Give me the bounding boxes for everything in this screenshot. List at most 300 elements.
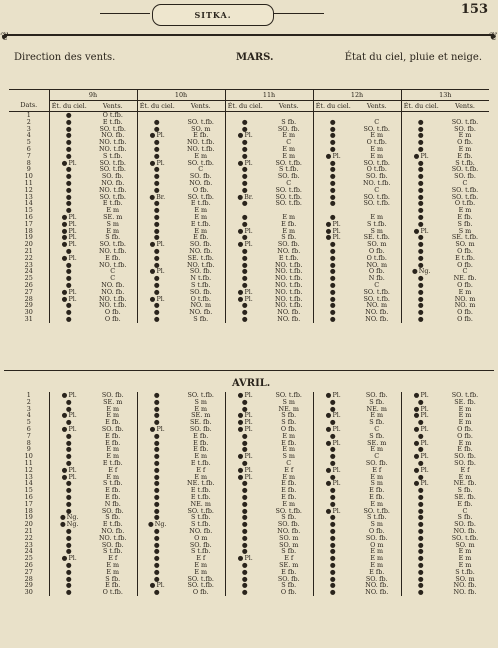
- wind-cell: S t.fb.: [103, 547, 123, 556]
- wind-cell: SO. t.fb.: [451, 391, 479, 399]
- wind-cell: SO. fb.: [101, 391, 124, 399]
- wind-cell: S t.fb.: [191, 280, 211, 289]
- dates-header-spacer: [9, 90, 49, 101]
- sky-state: ● Pl.: [150, 268, 165, 275]
- wind-cell: E m: [106, 206, 120, 215]
- day-number: 14: [24, 199, 33, 208]
- wind-cell: NO. t.fb.: [98, 533, 127, 542]
- day-number: 29: [24, 301, 33, 310]
- sky-state: ● Pl.: [414, 440, 429, 447]
- wind-cell: E fb.: [105, 486, 121, 495]
- day-number: 5: [26, 138, 31, 147]
- page-number: 153: [460, 2, 488, 17]
- wind-cell: S t.fb.: [455, 158, 475, 167]
- sky-state: ● Pl.: [326, 426, 341, 433]
- sky-header: Ét. du ciel.: [313, 101, 353, 112]
- tables-frame: [0, 30, 498, 648]
- avril-table: [9, 392, 489, 596]
- avril-table-body: [9, 392, 489, 596]
- wind-cell: O fb.: [368, 267, 385, 276]
- day-number: 6: [26, 424, 31, 433]
- wind-cell: E fb.: [105, 438, 121, 447]
- wind-cell: S fb.: [281, 418, 297, 427]
- day-number: 27: [24, 567, 33, 576]
- wind-cell: NO. fb.: [365, 581, 389, 590]
- day-number: 3: [26, 124, 31, 133]
- wind-cell: SO. fb.: [189, 240, 212, 249]
- wind-cell: E m: [106, 560, 120, 569]
- wind-cell: E fb.: [457, 212, 473, 221]
- sky-state: ● Pl.: [414, 467, 429, 474]
- wind-cell: S fb.: [281, 233, 297, 242]
- wind-cell: NO. fb.: [189, 246, 213, 255]
- wind-cell: NO. fb.: [277, 308, 301, 317]
- wind-cell: SO. t.fb.: [451, 185, 479, 194]
- wind-cell: E fb.: [457, 151, 473, 160]
- wind-cell: E t.fb.: [102, 458, 123, 467]
- wind-cell: E t.fb.: [102, 117, 123, 126]
- wind-cell: E m: [370, 472, 384, 481]
- wind-cell: SO. fb.: [189, 540, 212, 549]
- wind-cell: E m: [282, 151, 296, 160]
- sky-state: ● Pl.: [150, 241, 165, 248]
- wind-cell: E m: [458, 144, 472, 153]
- sky-header: Ét. du ciel.: [225, 101, 265, 112]
- table-row: [9, 119, 489, 126]
- sky-state: ● Pl.: [238, 467, 253, 474]
- wind-cell: O t.fb.: [190, 294, 211, 303]
- wind-cell: O fb.: [457, 280, 473, 289]
- sky-state: ● Pl.: [238, 555, 253, 562]
- day-number: 25: [24, 274, 33, 283]
- sky-state: ● Ng.: [148, 521, 166, 528]
- wind-cell: C: [462, 267, 468, 276]
- wind-cell: E m: [370, 554, 384, 563]
- sky-state: ● Pl.: [414, 392, 429, 399]
- wind-cell: O fb.: [457, 260, 473, 269]
- day-number: 22: [24, 253, 33, 262]
- wind-cell: S t.fb.: [103, 479, 123, 488]
- day-number: 10: [24, 172, 33, 181]
- wind-cell: S fb.: [281, 513, 297, 522]
- wind-cell: E m: [458, 131, 472, 140]
- wind-cell: O fb.: [457, 314, 473, 323]
- wind-cell: NO. fb.: [101, 280, 125, 289]
- table-row: [9, 535, 489, 542]
- wind-cell: E m: [194, 567, 208, 576]
- sky-cell: [225, 316, 265, 323]
- wind-cell: E f: [284, 465, 294, 474]
- sky-state: ● Ng.: [60, 514, 78, 521]
- wind-cell: S m: [282, 452, 295, 461]
- frame-ornament-left-icon: ❦: [0, 30, 10, 43]
- wind-cell: E fb.: [105, 431, 121, 440]
- day-number: 1: [26, 391, 31, 399]
- day-number: 26: [24, 560, 33, 569]
- day-number: 11: [24, 178, 33, 187]
- wind-cell: SO. t.fb.: [451, 192, 479, 201]
- wind-cell: S t.fb.: [191, 547, 211, 556]
- sky-state: ● Pl.: [62, 241, 77, 248]
- wind-cell: SO. fb.: [277, 124, 300, 133]
- wind-cell: E fb.: [105, 418, 121, 427]
- sky-state: ● Pl.: [150, 426, 165, 433]
- wind-cell: E t.fb.: [278, 253, 299, 262]
- wind-cell: SO. fb.: [454, 458, 476, 467]
- wind-cell: NO. m: [366, 260, 388, 269]
- wind-cell: E t.fb.: [190, 219, 211, 228]
- sky-state: [66, 316, 73, 323]
- sky-state: ● Br.: [149, 194, 165, 201]
- day-number: 17: [24, 499, 33, 508]
- sky-state: ● Pl.: [414, 480, 429, 487]
- wind-cell: NO. t.fb.: [274, 267, 303, 276]
- sky-header: Ét. du ciel.: [137, 101, 177, 112]
- day-number: 28: [24, 294, 33, 303]
- wind-cell: E m: [282, 445, 296, 454]
- wind-cell: S m: [106, 219, 119, 228]
- sky-state: ● Pl.: [238, 412, 253, 419]
- day-number: 19: [24, 513, 33, 522]
- wind-cell: S t.fb.: [191, 513, 211, 522]
- wind-cell: E f: [108, 465, 118, 474]
- wind-cell: SO. t.fb.: [451, 117, 479, 126]
- day-number: 23: [24, 260, 33, 269]
- wind-cell: NO. fb.: [365, 314, 389, 323]
- wind-cell: E m: [370, 445, 384, 454]
- table-row: [9, 316, 489, 323]
- wind-cell: E fb.: [193, 438, 209, 447]
- wind-cell: S fb.: [457, 486, 473, 495]
- wind-cell: S t.fb.: [103, 151, 123, 160]
- running-title: SITKA.: [152, 4, 274, 26]
- wind-cell: S t.fb.: [191, 520, 211, 529]
- wind-cell: NO. t.fb.: [274, 301, 303, 310]
- wind-cell: NO. t.fb.: [274, 287, 303, 296]
- day-number: 1: [26, 111, 31, 119]
- wind-cell: SO. t.fb.: [363, 124, 390, 133]
- wind-header: Vents.: [441, 101, 489, 112]
- wind-cell: SO. t.fb.: [99, 192, 126, 201]
- wind-cell: SO. fb.: [454, 520, 476, 529]
- sky-state: [330, 589, 337, 596]
- wind-cell: SO. t.fb.: [451, 533, 479, 542]
- wind-cell: SE. t.fb.: [363, 233, 390, 242]
- day-number: 22: [24, 533, 33, 542]
- table-row: [9, 268, 489, 275]
- wind-cell: NE. m: [278, 404, 299, 413]
- wind-cell: S fb.: [193, 314, 209, 323]
- sky-cell: [49, 316, 89, 323]
- wind-cell: SO. fb.: [189, 424, 212, 433]
- sky-state: ● Pl.: [238, 474, 253, 481]
- wind-cell: S fb.: [457, 513, 473, 522]
- wind-cell: S fb.: [105, 513, 121, 522]
- wind-cell: SO. fb.: [454, 124, 476, 133]
- sky-state: ● Pl.: [238, 296, 253, 303]
- wind-cell: E m: [370, 547, 384, 556]
- sky-cell: [137, 316, 177, 323]
- wind-cell: E f: [196, 554, 206, 563]
- table-row: [9, 275, 489, 282]
- sky-state: ● Pl.: [62, 474, 77, 481]
- mars-table: [9, 89, 489, 323]
- table-row: [9, 309, 489, 316]
- wind-cell: E fb.: [281, 567, 297, 576]
- wind-cell: E t.fb.: [102, 199, 123, 208]
- wind-cell: O fb.: [457, 431, 473, 440]
- wind-cell: E m: [282, 144, 296, 153]
- wind-cell: S fb.: [369, 397, 385, 406]
- sky-state: ● Pl.: [62, 392, 77, 399]
- wind-cell: SE. m: [279, 560, 299, 569]
- wind-cell: SO. t.fb.: [187, 581, 214, 590]
- wind-cell: S fb.: [281, 411, 297, 420]
- wind-cell: NO. t.fb.: [362, 178, 391, 187]
- wind-cell: C: [286, 138, 292, 147]
- wind-cell: E f: [372, 465, 382, 474]
- table-row: [9, 440, 489, 447]
- wind-cell: E m: [458, 554, 472, 563]
- wind-cell: SO. t.fb.: [187, 506, 214, 515]
- wind-cell: NO. m: [454, 301, 476, 310]
- day-number: 10: [24, 452, 33, 461]
- day-number: 25: [24, 554, 33, 563]
- sky-state: [418, 589, 425, 596]
- day-number: 4: [26, 131, 31, 140]
- sky-state: ● Pl.: [238, 392, 253, 399]
- wind-cell: E fb.: [281, 479, 297, 488]
- wind-cell: E t.fb.: [190, 199, 211, 208]
- sky-state: ● Pl.: [414, 153, 429, 160]
- table-row: [9, 582, 489, 589]
- wind-cell: O t.fb.: [102, 111, 123, 119]
- sky-state: ● Pl.: [326, 508, 341, 515]
- table-row: [9, 494, 489, 501]
- wind-cell: S fb.: [369, 431, 385, 440]
- sky-state: ● Pl.: [62, 228, 77, 235]
- wind-cell: S fb.: [281, 117, 297, 126]
- table-row: [9, 255, 489, 262]
- wind-cell: E m: [282, 431, 296, 440]
- wind-cell: S m: [194, 397, 207, 406]
- sky-state: ● Pl.: [62, 160, 77, 167]
- day-number: 2: [26, 397, 31, 406]
- day-number: 13: [24, 192, 33, 201]
- wind-cell: E m: [194, 151, 208, 160]
- wind-cell: E fb.: [369, 486, 385, 495]
- wind-cell: SO. t.fb.: [363, 192, 390, 201]
- wind-cell: E m: [282, 472, 296, 481]
- wind-cell: NE. t.fb.: [187, 479, 215, 488]
- wind-cell: NO. fb.: [277, 246, 301, 255]
- wind-cell: E m: [458, 418, 472, 427]
- wind-cell: SO. t.fb.: [99, 165, 126, 174]
- table-row: [9, 487, 489, 494]
- day-number: 12: [24, 185, 33, 194]
- wind-cell: SO. t.fb.: [275, 192, 302, 201]
- wind-cell: SE. fb.: [454, 492, 476, 501]
- wind-cell: S t.fb.: [367, 219, 387, 228]
- wind-cell: SO. fb.: [189, 267, 212, 276]
- wind-cell: SO. fb.: [277, 172, 300, 181]
- wind-cell: S t.fb.: [455, 567, 475, 576]
- wind-cell: S fb.: [281, 547, 297, 556]
- day-number: 19: [24, 233, 33, 242]
- day-number: 21: [24, 246, 33, 255]
- table-row: [9, 166, 489, 173]
- wind-cell: E m: [458, 438, 472, 447]
- sky-state: ● Pl.: [326, 480, 341, 487]
- wind-cell: E m: [458, 287, 472, 296]
- subheader-sky-state: État du ciel, pluie et neige.: [344, 52, 482, 63]
- sky-state: ● Pl.: [326, 228, 341, 235]
- wind-cell: E m: [282, 226, 296, 235]
- sky-state: ● Pl.: [62, 234, 77, 241]
- table-row: [9, 241, 489, 248]
- wind-cell: SO. fb.: [101, 506, 124, 515]
- wind-cell: S m: [370, 520, 383, 529]
- day-number: 29: [24, 581, 33, 590]
- wind-cell: SO. m: [455, 240, 475, 249]
- wind-cell: SO. t.fb.: [187, 192, 214, 201]
- table-row: [9, 480, 489, 487]
- day-number: 5: [26, 418, 31, 427]
- day-number: 24: [24, 267, 33, 276]
- wind-cell: E m: [194, 206, 208, 215]
- wind-cell: SO. fb.: [189, 172, 212, 181]
- hour-header: 11h: [225, 90, 313, 101]
- wind-cell: E m: [194, 212, 208, 221]
- sky-cell: [313, 316, 353, 323]
- sky-cell: [225, 589, 265, 596]
- table-row: [9, 200, 489, 207]
- table-row: [9, 514, 489, 521]
- wind-cell: E m: [106, 472, 120, 481]
- wind-cell: N t.fb.: [190, 274, 212, 283]
- sky-state: ● Pl.: [62, 221, 77, 228]
- wind-cell: E m: [458, 472, 472, 481]
- sky-state: ● Pl.: [238, 132, 253, 139]
- wind-cell: E m: [106, 226, 120, 235]
- wind-cell: S fb.: [457, 219, 473, 228]
- wind-cell: E t.fb.: [190, 492, 211, 501]
- wind-cell: C: [462, 506, 468, 515]
- wind-cell: SO. t.fb.: [187, 391, 214, 399]
- day-number: 7: [26, 151, 31, 160]
- wind-cell: SO. t.fb.: [363, 506, 390, 515]
- day-number: 3: [26, 404, 31, 413]
- wind-cell: NE. fb.: [453, 479, 477, 488]
- day-number: 30: [24, 588, 33, 597]
- wind-cell: E fb.: [457, 499, 473, 508]
- wind-cell: E m: [194, 560, 208, 569]
- sky-state: [418, 316, 425, 323]
- wind-cell: E fb.: [369, 492, 385, 501]
- sky-state: ● Pl.: [238, 241, 253, 248]
- wind-cell: E m: [370, 411, 384, 420]
- sky-state: ● Pl.: [414, 412, 429, 419]
- wind-cell: S m: [282, 397, 295, 406]
- wind-cell: NE. m: [366, 404, 387, 413]
- wind-cell: NO. t.fb.: [186, 144, 215, 153]
- wind-cell: NO. t.fb.: [98, 301, 127, 310]
- wind-cell: S fb.: [369, 418, 385, 427]
- table-row: [9, 160, 489, 167]
- wind-cell: SO. fb.: [101, 424, 124, 433]
- wind-cell: O fb.: [280, 424, 297, 433]
- subheader-wind-direction: Direction des vents.: [14, 52, 116, 63]
- wind-cell: E fb.: [369, 567, 385, 576]
- wind-cell: NO. m: [454, 294, 476, 303]
- wind-cell: E m: [106, 567, 120, 576]
- wind-cell: NO. fb.: [189, 308, 213, 317]
- day-number: 9: [26, 165, 31, 174]
- table-row: [9, 569, 489, 576]
- wind-cell: SO. fb.: [101, 540, 124, 549]
- sky-state: [242, 589, 249, 596]
- wind-cell: NO. t.fb.: [274, 280, 303, 289]
- sky-cell: [313, 200, 353, 207]
- sky-state: ● Pl.: [414, 406, 429, 413]
- day-number: 15: [24, 206, 33, 215]
- table-row: [9, 508, 489, 515]
- mars-table-body: [9, 112, 489, 323]
- month-title-mars: MARS.: [236, 52, 274, 63]
- sky-state: [154, 589, 161, 596]
- wind-cell: E m: [370, 499, 384, 508]
- wind-cell: NO. t.fb.: [274, 274, 303, 283]
- wind-cell: NO. fb.: [453, 581, 477, 590]
- wind-header: Vents.: [353, 101, 401, 112]
- day-number: 30: [24, 308, 33, 317]
- day-number: 20: [24, 240, 33, 249]
- hour-header: 12h: [313, 90, 401, 101]
- day-number: 20: [24, 520, 33, 529]
- wind-cell: NO. t.fb.: [274, 260, 303, 269]
- day-number: 28: [24, 574, 33, 583]
- wind-cell: C: [374, 185, 380, 194]
- wind-header: Vents.: [89, 101, 137, 112]
- day-number: 4: [26, 411, 31, 420]
- wind-cell: SO. t.fb.: [363, 294, 390, 303]
- table-row: [9, 528, 489, 535]
- wind-cell: NO. fb.: [453, 526, 477, 535]
- sky-state: ● Pl.: [414, 228, 429, 235]
- sky-state: ● Pl.: [238, 426, 253, 433]
- wind-cell: E fb.: [105, 581, 121, 590]
- sky-state: ● Pl.: [414, 453, 429, 460]
- wind-cell: S m: [370, 226, 383, 235]
- wind-cell: SO. m: [455, 540, 475, 549]
- wind-cell: SO. fb.: [365, 533, 388, 542]
- wind-cell: E t.fb.: [102, 520, 123, 529]
- wind-cell: SO. m: [191, 124, 211, 133]
- wind-cell: C: [286, 458, 292, 467]
- wind-cell: NE. m: [190, 499, 211, 508]
- wind-cell: NO. t.fb.: [186, 138, 215, 147]
- wind-cell: E m: [106, 411, 120, 420]
- wind-cell: E t.fb.: [190, 486, 211, 495]
- sky-state: ● Pl.: [62, 467, 77, 474]
- wind-cell: SO. t.fb.: [363, 199, 390, 208]
- wind-cell: E m: [458, 560, 472, 569]
- table-row: [9, 194, 489, 201]
- table-row: [9, 576, 489, 583]
- wind-cell: SO. t.fb.: [363, 158, 390, 167]
- wind-cell: O fb.: [104, 314, 121, 323]
- wind-cell: SO. t.fb.: [187, 158, 214, 167]
